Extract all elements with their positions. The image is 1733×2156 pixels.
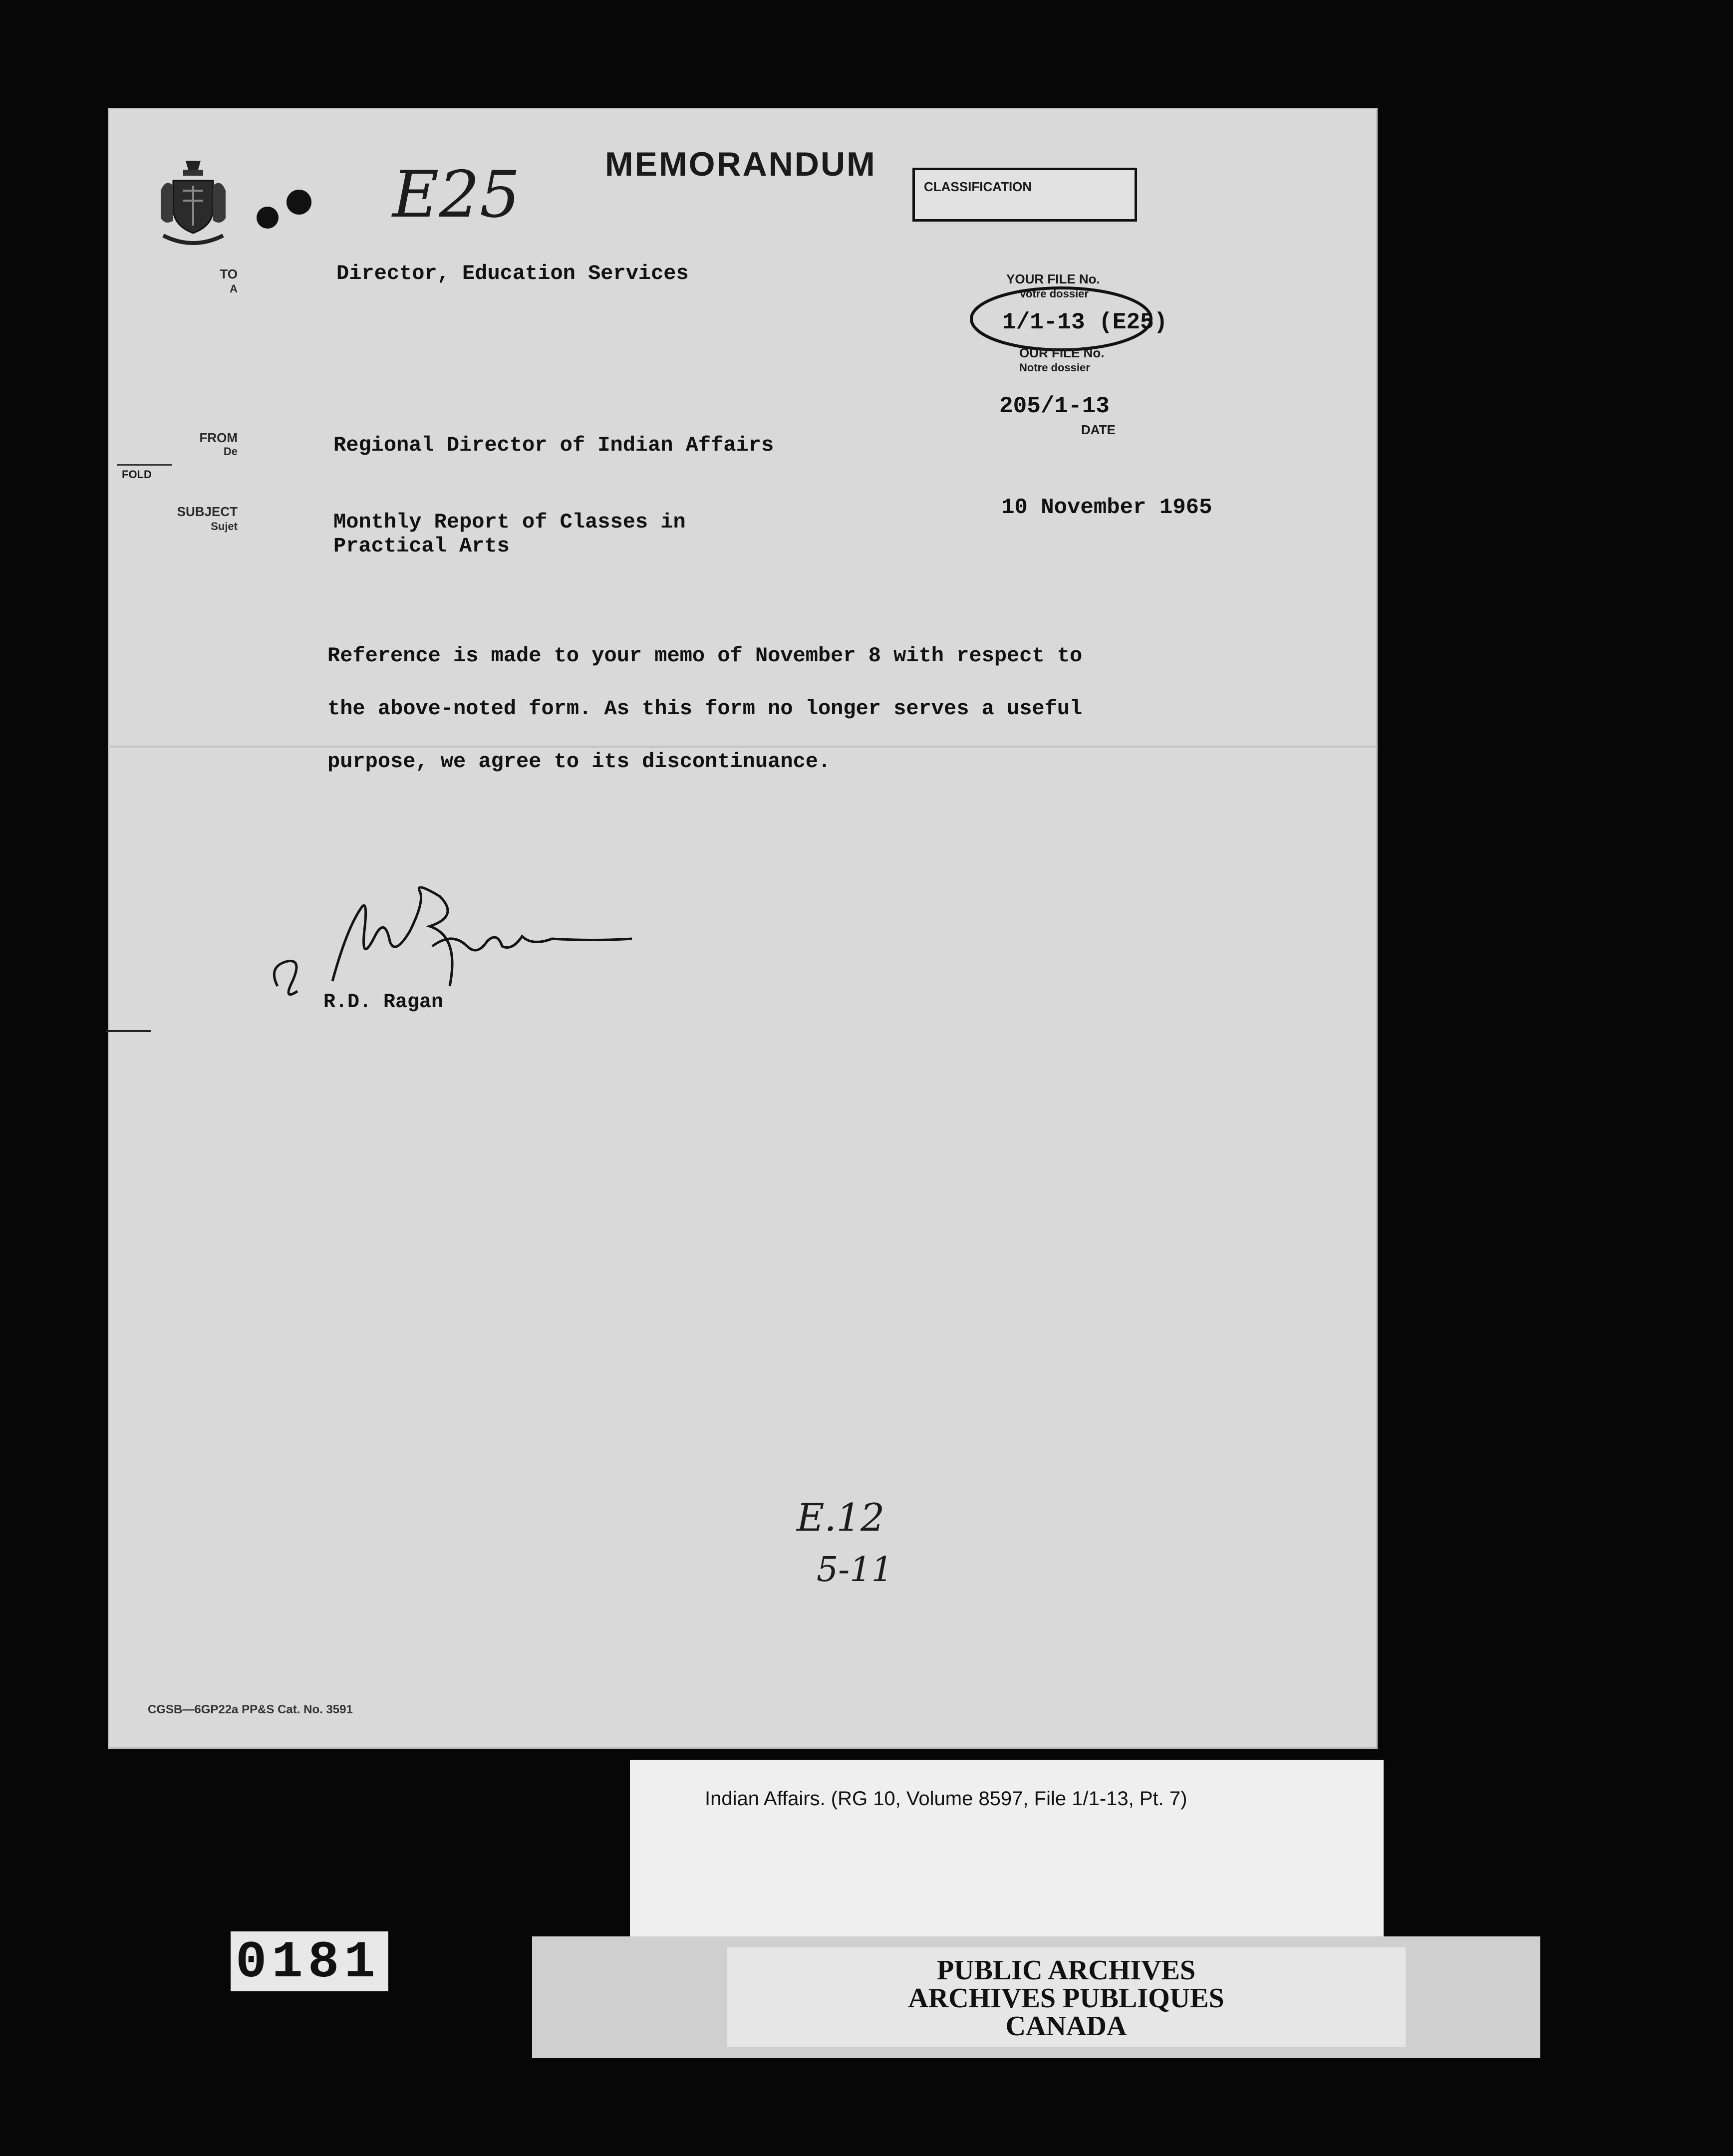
frame-number: 0181 [236, 1933, 380, 1992]
memo-heading: MEMORANDUM [605, 145, 876, 183]
subject-line-2: Practical Arts [333, 534, 510, 558]
frame-counter [231, 1931, 388, 1991]
your-file-label-fr: Votre dossier [1019, 287, 1089, 300]
classification-label: CLASSIFICATION [924, 179, 1032, 194]
fold-label: FOLD [122, 468, 152, 481]
archives-label-panel [727, 1947, 1406, 2047]
handwritten-note: 5-11 [817, 1550, 893, 1590]
archives-line: CANADA [1005, 2011, 1127, 2042]
body-line: purpose, we agree to its discontinuance. [327, 750, 831, 774]
to-label: TO [220, 267, 238, 281]
our-file-value: 205/1-13 [999, 393, 1110, 419]
subject-line-1: Monthly Report of Classes in [333, 510, 686, 534]
from-value: Regional Director of Indian Affairs [333, 433, 774, 457]
memo-body [327, 642, 1226, 801]
our-file-label: OUR FILE No. [1019, 345, 1105, 360]
archives-line: ARCHIVES PUBLIQUES [908, 1983, 1224, 2014]
signature-name: R.D. Ragan [323, 991, 444, 1014]
date-value: 10 November 1965 [1001, 495, 1212, 520]
subject-label: SUBJECT [177, 504, 238, 519]
hole-punch-mark [287, 190, 311, 215]
to-label-fr: A [230, 282, 238, 295]
handwritten-file-mark: E25 [392, 158, 521, 232]
margin-mark [106, 1030, 151, 1032]
archive-caption: Indian Affairs. (RG 10, Volume 8597, File 1/1-13, Pt. 7) [705, 1788, 1187, 1810]
archive-caption-card [630, 1760, 1384, 1944]
your-file-label: YOUR FILE No. [1006, 271, 1100, 286]
date-label: DATE [1081, 422, 1116, 437]
body-line: the above-noted form. As this form no longer serves a useful [327, 697, 1083, 721]
archives-line: PUBLIC ARCHIVES [936, 1955, 1196, 1986]
our-file-label-fr: Notre dossier [1019, 361, 1090, 374]
form-code: CGSB—6GP22a PP&S Cat. No. 3591 [148, 1703, 353, 1716]
fold-crease [108, 746, 1378, 748]
coat-of-arms-icon [156, 156, 231, 251]
body-line: Reference is made to your memo of November 8 with respect to [327, 644, 1083, 668]
subject-label-fr: Sujet [211, 520, 238, 533]
memorandum-sheet [108, 108, 1378, 1749]
classification-box [912, 168, 1137, 222]
from-label: FROM [199, 430, 238, 445]
to-value: Director, Education Services [336, 262, 689, 285]
fold-line [117, 464, 172, 466]
from-label-fr: De [223, 445, 238, 458]
public-archives-band [532, 1936, 1540, 2058]
handwritten-note: E.12 [797, 1495, 885, 1540]
hole-punch-mark [257, 207, 279, 229]
your-file-value: 1/1-13 (E25) [1002, 309, 1168, 335]
